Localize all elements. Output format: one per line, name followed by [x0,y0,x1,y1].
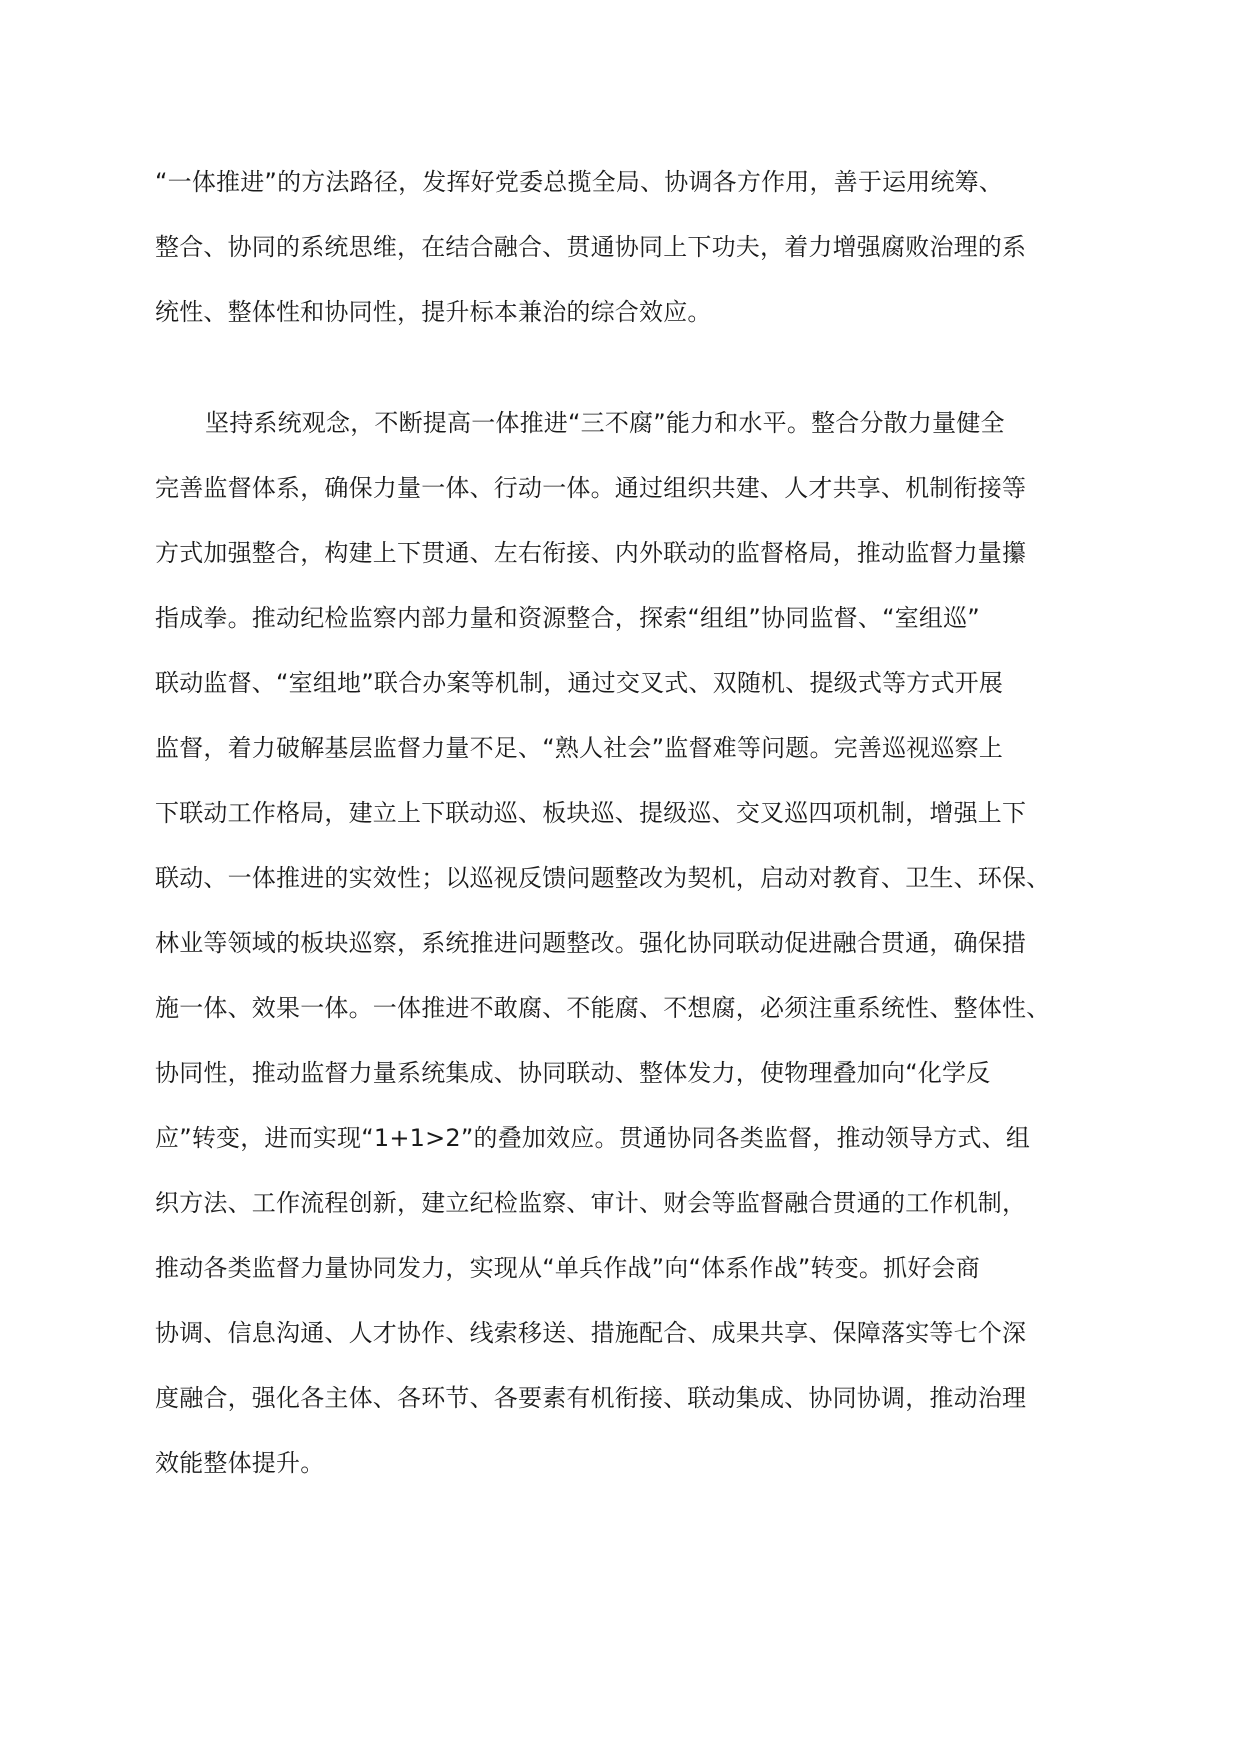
paragraph-1-line: “一体推进”的方法路径，发挥好党委总揽全局、协调各方作用，善于运用统筹、 [155,168,1004,196]
paragraph-2-line: 下联动工作格局，建立上下联动巡、板块巡、提级巡、交叉巡四项机制，增强上下 [155,799,1027,827]
paragraph-2 [155,391,1075,1496]
paragraph-2-line: 联动、一体推进的实效性；以巡视反馈问题整改为契机，启动对教育、卫生、环保、 [155,864,1051,892]
paragraph-2-line: 协同性，推动监督力量系统集成、协同联动、整体发力，使物理叠加向“化学反 [155,1059,991,1087]
paragraph-2-line: 度融合，强化各主体、各环节、各要素有机衔接、联动集成、协同协调，推动治理 [155,1384,1027,1412]
paragraph-2-line: 推动各类监督力量协同发力，实现从“单兵作战”向“体系作战”转变。抓好会商 [155,1254,980,1282]
paragraph-1-line: 整合、协同的系统思维，在结合融合、贯通协同上下功夫，着力增强腐败治理的系 [155,233,1027,261]
paragraph-2-line: 坚持系统观念，不断提高一体推进“三不腐”能力和水平。整合分散力量健全 [205,409,1005,437]
paragraph-1 [155,150,1075,345]
paragraph-2-line: 联动监督、“室组地”联合办案等机制，通过交叉式、双随机、提级式等方式开展 [155,669,1004,697]
paragraph-2-line: 效能整体提升。 [155,1449,325,1477]
paragraph-2-line: 方式加强整合，构建上下贯通、左右衔接、内外联动的监督格局，推动监督力量攥 [155,539,1027,567]
paragraph-2-line: 织方法、工作流程创新，建立纪检监察、审计、财会等监督融合贯通的工作机制， [155,1189,1027,1217]
paragraph-2-line: 协调、信息沟通、人才协作、线索移送、措施配合、成果共享、保障落实等七个深 [155,1319,1027,1347]
paragraph-2-line: 完善监督体系，确保力量一体、行动一体。通过组织共建、人才共享、机制衔接等 [155,474,1027,502]
paragraph-1-line: 统性、整体性和协同性，提升标本兼治的综合效应。 [155,298,712,326]
paragraph-2-line: 指成拳。推动纪检监察内部力量和资源整合，探索“组组”协同监督、“室组巡” [155,604,980,632]
paragraph-2-line: 应”转变，进而实现“1+1>2”的叠加效应。贯通协同各类监督，推动领导方式、组 [155,1124,1031,1152]
paragraph-2-line: 林业等领域的板块巡察，系统推进问题整改。强化协同联动促进融合贯通，确保措 [155,929,1027,957]
paragraph-2-line: 监督，着力破解基层监督力量不足、“熟人社会”监督难等问题。完善巡视巡察上 [155,734,1004,762]
paragraph-2-line: 施一体、效果一体。一体推进不敢腐、不能腐、不想腐，必须注重系统性、整体性、 [155,994,1051,1022]
